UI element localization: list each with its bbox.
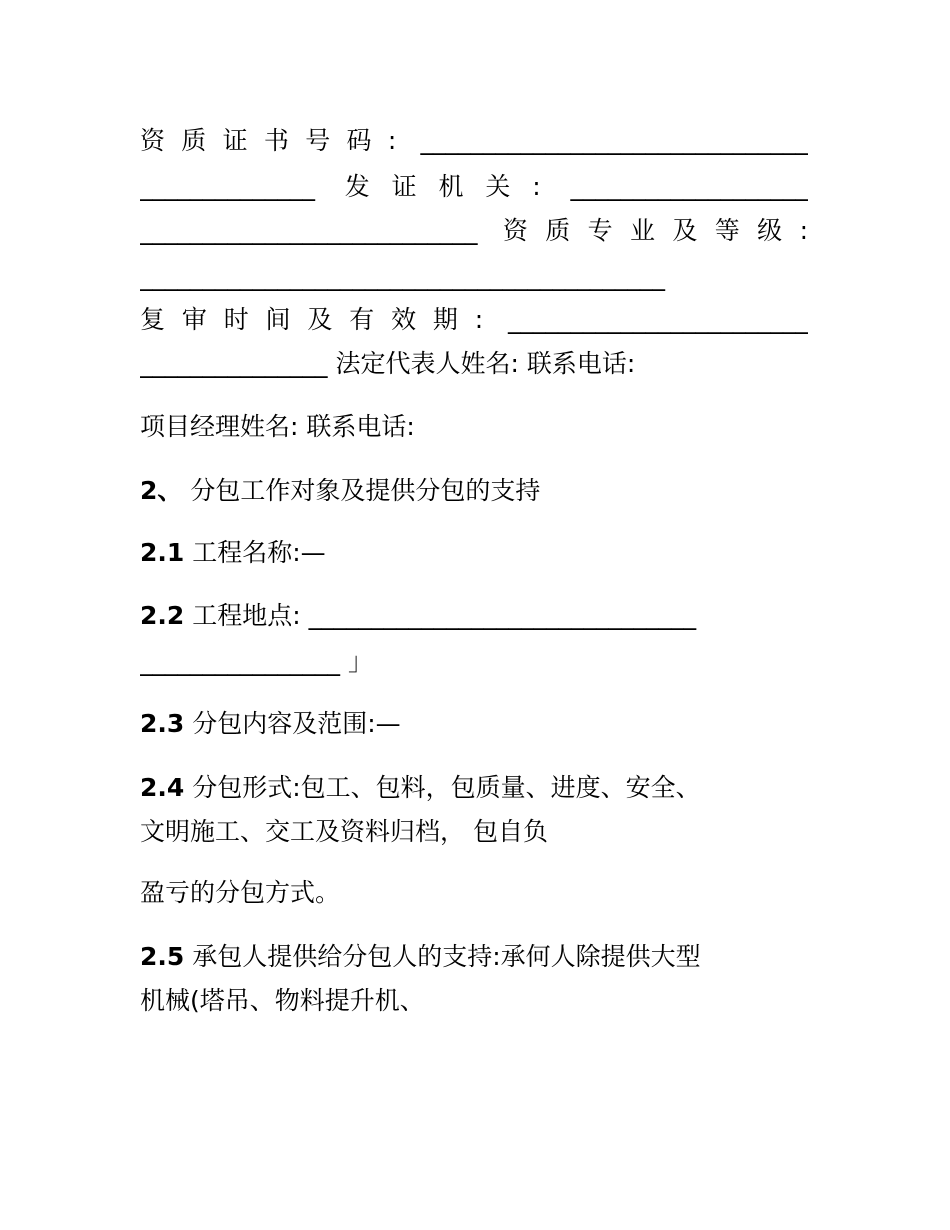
clause-2-4 bbox=[140, 773, 808, 803]
section-title: 分包工作对象及提供分包的支持 bbox=[182, 476, 541, 505]
clause-2-3 bbox=[140, 709, 808, 739]
clause-2-2-continuation: ________________ 」 bbox=[140, 647, 373, 676]
section-2-heading bbox=[140, 476, 808, 506]
clause-2-4-continuation-2: 盈亏的分包方式。 bbox=[140, 878, 341, 907]
clause-2-5 bbox=[140, 942, 808, 972]
blank-fill-line: __________________________________________ bbox=[140, 262, 665, 291]
project-manager-line: 项目经理姓名: 联系电话: bbox=[140, 412, 415, 441]
clause-number: 2.2 bbox=[140, 601, 185, 630]
clause-number: 2.3 bbox=[140, 709, 185, 738]
clause-2-2 bbox=[140, 601, 808, 631]
clause-number: 2.4 bbox=[140, 773, 185, 802]
section-number: 2、 bbox=[140, 476, 183, 505]
clause-2-5-continuation: 机械(塔吊、物料提升机、 bbox=[140, 986, 425, 1015]
clause-text: 承包人提供给分包人的支持:承何人除提供大型 bbox=[184, 942, 701, 971]
qualification-grade-line: ___________________________ 资质专业及等级: bbox=[140, 216, 808, 245]
review-period-line: 复审时间及有效期: ________________________ bbox=[140, 305, 808, 334]
clause-text: 工程地点: _______________________________ bbox=[184, 601, 697, 630]
clause-number: 2.5 bbox=[140, 942, 185, 971]
clause-text: 分包内容及范围:— bbox=[184, 709, 401, 738]
issuing-authority-line: ______________ 发证机关: ___________________ bbox=[140, 172, 808, 201]
qualification-cert-line: 资质证书号码: _______________________________ bbox=[140, 126, 808, 155]
clause-2-1 bbox=[140, 538, 808, 568]
legal-representative-line: _______________ 法定代表人姓名: 联系电话: bbox=[140, 349, 636, 378]
clause-text: 工程名称:— bbox=[184, 538, 326, 567]
clause-number: 2.1 bbox=[140, 538, 185, 567]
clause-2-4-continuation: 文明施工、交工及资料归档， 包自负 bbox=[140, 817, 548, 846]
clause-text: 分包形式:包工、包料，包质量、进度、安全、 bbox=[184, 773, 701, 802]
